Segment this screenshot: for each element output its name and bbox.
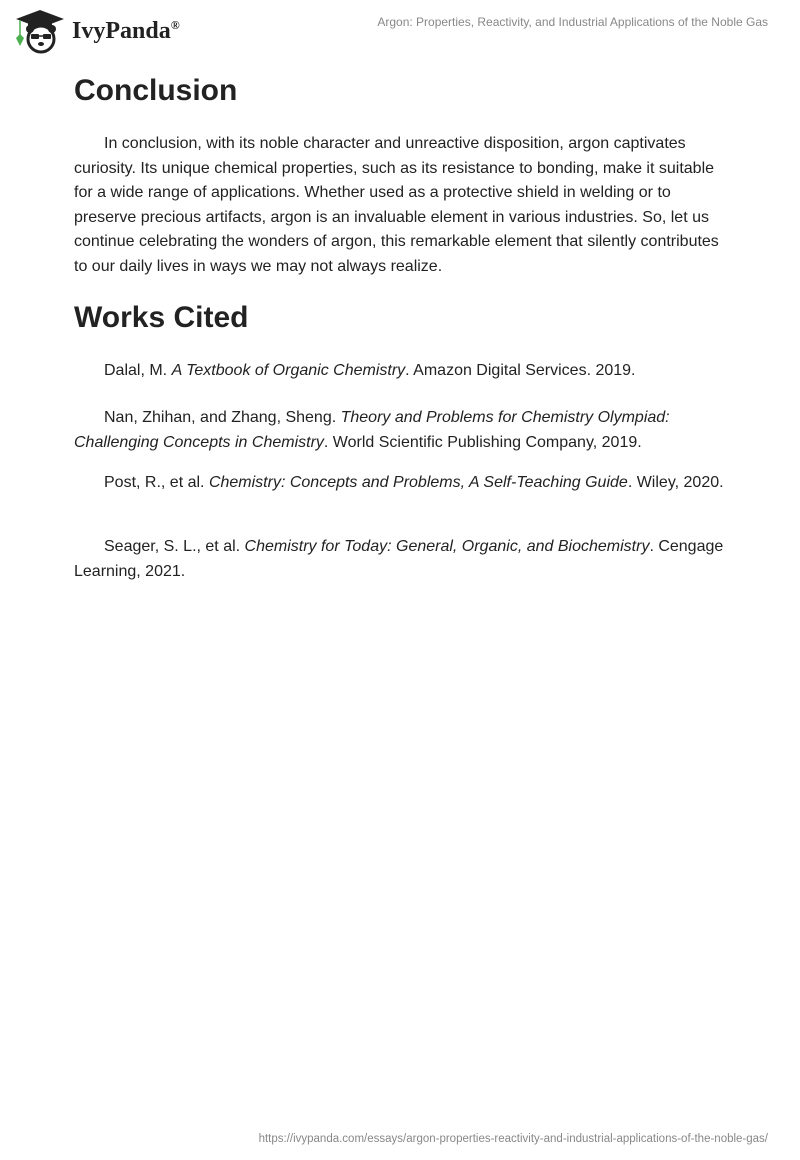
logo-text: IvyPanda® — [72, 17, 180, 44]
citation-entry: Dalal, M. A Textbook of Organic Chemistry. Amazon Digital Services. 2019. — [104, 362, 636, 379]
citation-entry: Nan, Zhihan, and Zhang, Sheng. Theory and Problems for Chemistry Olympiad: Challenging Concepts in Chemistry. World Scientific Publishing Company, 2019. — [74, 409, 670, 451]
works-cited-heading: Works Cited — [74, 301, 249, 334]
conclusion-heading: Conclusion — [74, 74, 238, 107]
ivypanda-logo[interactable] — [14, 8, 180, 54]
panda-logo-icon — [14, 8, 66, 54]
source-url[interactable]: https://ivypanda.com/essays/argon-properties-reactivity-and-industrial-applications-of-the-noble-gas/ — [258, 1133, 768, 1145]
conclusion-paragraph: In conclusion, with its noble character and unreactive disposition, argon captivates curiosity. Its unique chemical properties, such as its resistance to bonding, make it suitable for a wide range of applications. Whether used as a protective shield in welding or to preserve precious artifacts, argon is an invaluable element in various industries. So, let us continue celebrating the wonders of argon, this remarkable element that silently contributes to our daily lives in ways we may not always realize. — [74, 135, 719, 275]
running-title: Argon: Properties, Reactivity, and Industrial Applications of the Noble Gas — [377, 15, 768, 29]
citation-entry: Seager, S. L., et al. Chemistry for Today: General, Organic, and Biochemistry. Cengage Learning, 2021. — [74, 538, 724, 580]
citation-entry: Post, R., et al. Chemistry: Concepts and Problems, A Self-Teaching Guide. Wiley, 2020. — [104, 474, 724, 491]
